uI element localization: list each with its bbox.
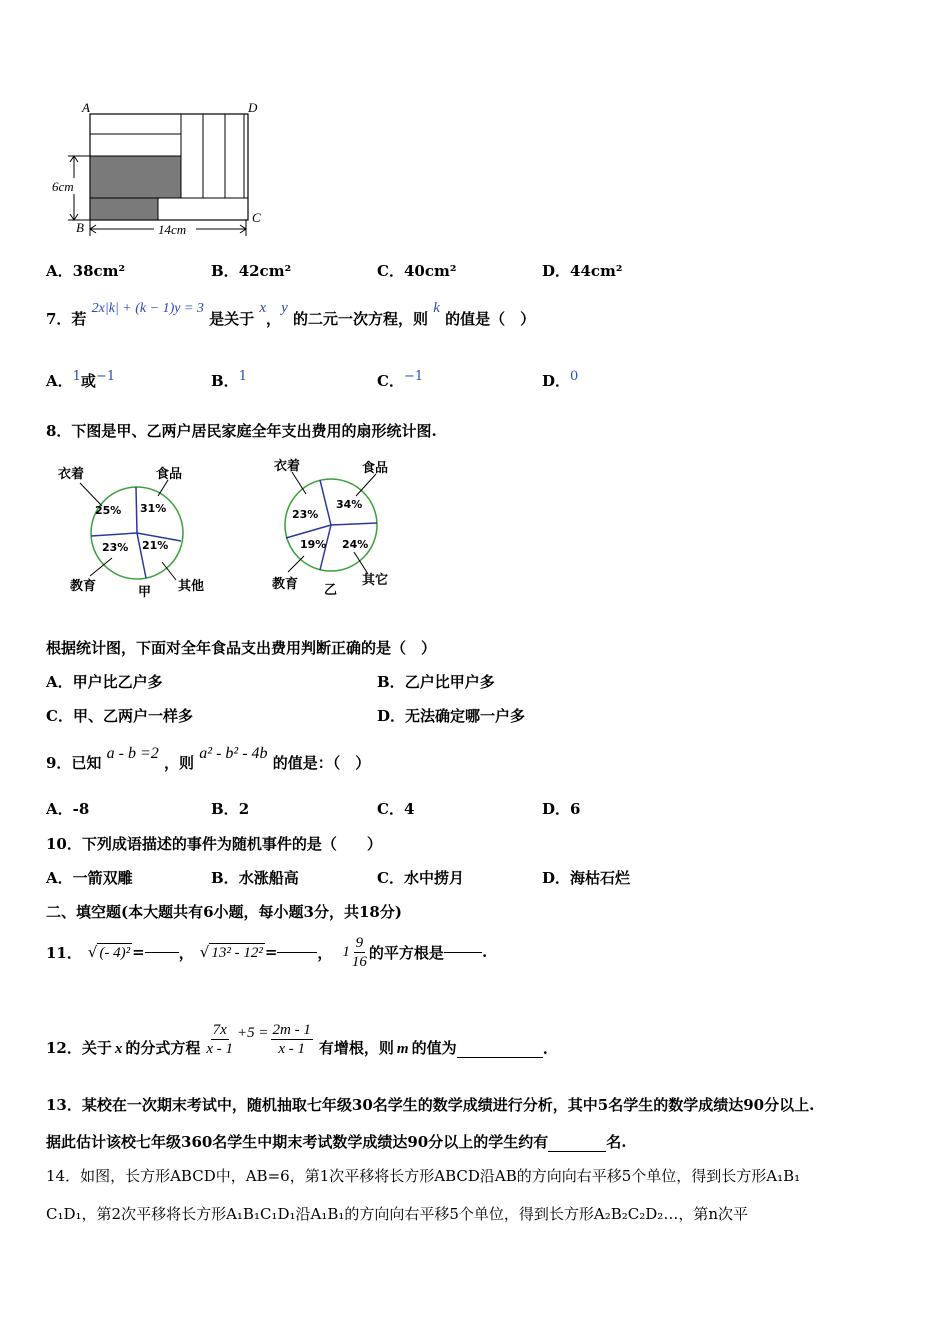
yi-label-food: 食品 bbox=[362, 461, 389, 476]
q13-line-1: 13．某校在一次期末考试中，随机抽取七年级30名学生的数学成绩进行分析，其中5名学生的数学成绩达90分以上. bbox=[46, 1096, 815, 1114]
q10-option-d: D．海枯石烂 bbox=[542, 869, 631, 887]
q10-stem: 10．下列成语描述的事件为随机事件的是（ ） bbox=[46, 835, 382, 853]
q10-option-a: A．一箭双雕 bbox=[46, 869, 133, 887]
yi-value-food: 34% bbox=[336, 498, 363, 511]
q9-expression: a² - b² - 4b bbox=[199, 745, 268, 762]
q13-blank[interactable] bbox=[548, 1151, 606, 1152]
label-14cm: 14cm bbox=[158, 222, 187, 237]
q6-option-b: B．42cm² bbox=[211, 262, 292, 280]
q14-line-2: C₁D₁，第2次平移将长方形A₁B₁C₁D₁沿A₁B₁的方向向右平移5个单位，得到长方形A₂B₂C₂D₂…，第n次平 bbox=[46, 1205, 748, 1223]
q11-stem: 11． √ (- 4)² = ， √ 13² - 12² = ， 1 $\frac{9}{16}$ 的平方根是 . bbox=[46, 934, 488, 970]
label-B: B bbox=[76, 220, 84, 235]
q8-stem: 8．下图是甲、乙两户居民家庭全年支出费用的扇形统计图. bbox=[46, 422, 437, 440]
q8-question: 根据统计图，下面对全年食品支出费用判断正确的是（ ） bbox=[46, 639, 437, 657]
q7-option-c: C．−1 bbox=[377, 369, 424, 390]
label-A: A bbox=[82, 100, 90, 115]
q9-option-a: A．-8 bbox=[46, 800, 90, 818]
jia-label-food: 食品 bbox=[156, 467, 183, 482]
q6-option-d: D．44cm² bbox=[542, 262, 623, 280]
yi-name: 乙 bbox=[324, 583, 338, 598]
yi-label-edu: 教育 bbox=[272, 577, 299, 592]
q8-option-d: D．无法确定哪一户多 bbox=[377, 707, 526, 725]
pie-chart-yi bbox=[268, 452, 448, 602]
jia-value-clothes: 25% bbox=[95, 504, 122, 517]
q8-option-c: C．甲、乙两户一样多 bbox=[46, 707, 193, 725]
jia-value-other: 21% bbox=[142, 539, 169, 552]
q12-fraction-1: $\frac{7x}{x - 1}$ bbox=[206, 1022, 234, 1057]
jia-value-food: 31% bbox=[140, 502, 167, 515]
q9-option-d: D．6 bbox=[542, 800, 581, 818]
q7-equation: 2x|k| + (k − 1)y = 3 bbox=[91, 301, 204, 316]
q7-stem: 7．若 2x|k| + (k − 1)y = 3 是关于 x，y 的二元一次方程，则 k 的值是（ ） bbox=[46, 300, 536, 328]
q10-option-c: C．水中捞月 bbox=[377, 869, 464, 887]
q11-blank-3[interactable] bbox=[444, 952, 482, 953]
q8-option-a: A．甲户比乙户多 bbox=[46, 673, 163, 691]
label-6cm: 6cm bbox=[52, 179, 74, 194]
q10-option-b: B．水涨船高 bbox=[211, 869, 299, 887]
q12-fraction-2: $\frac{2m - 1}{x - 1}$ bbox=[272, 1022, 311, 1057]
yi-value-other: 24% bbox=[342, 538, 369, 551]
jia-name: 甲 bbox=[138, 585, 152, 600]
q14-line-1: 14．如图，长方形ABCD中，AB=6，第1次平移将长方形ABCD沿AB的方向向右平移5个单位，得到长方形A₁B₁ bbox=[46, 1167, 801, 1185]
q11-root-1: (- 4)² bbox=[99, 944, 131, 961]
q9-stem: 9．已知 a - b =2 ，则 a² - b² - 4b 的值是：（ ） bbox=[46, 745, 371, 772]
jia-label-other: 其他 bbox=[178, 579, 205, 594]
jia-label-clothes: 衣着 bbox=[58, 467, 85, 482]
q7-option-d: D．0 bbox=[542, 369, 579, 390]
q11-root-2: 13² - 12² bbox=[211, 944, 263, 961]
yi-label-clothes: 衣着 bbox=[274, 459, 301, 474]
q9-option-b: B．2 bbox=[211, 800, 250, 818]
q12-blank[interactable] bbox=[457, 1057, 543, 1058]
label-C: C bbox=[252, 210, 261, 225]
jia-value-edu: 23% bbox=[102, 541, 129, 554]
label-D: D bbox=[248, 100, 258, 115]
q11-fraction: $\frac{9}{16}$ bbox=[351, 934, 367, 970]
q9-given: a - b =2 bbox=[106, 745, 159, 762]
pie-chart-jia bbox=[50, 458, 230, 608]
q7-option-a: A．1或−1 bbox=[46, 369, 116, 390]
rectangle-figure bbox=[48, 96, 278, 246]
yi-value-edu: 19% bbox=[300, 538, 327, 551]
q6-option-c: C．40cm² bbox=[377, 262, 457, 280]
q12-stem: 12．关于 x 的分式方程 $\frac{7x}{x - 1}$ +5 = $\frac{2m - 1}{x - 1}$ 有增根，则 m 的值为 . bbox=[46, 1022, 548, 1058]
q6-option-a: A．38cm² bbox=[46, 262, 126, 280]
q11-blank-2[interactable] bbox=[277, 952, 317, 953]
q11-blank-1[interactable] bbox=[145, 952, 179, 953]
q13-line-2: 据此估计该校七年级360名学生中期末考试数学成绩达90分以上的学生约有 名. bbox=[46, 1133, 627, 1151]
yi-label-other: 其它 bbox=[362, 573, 389, 588]
q8-option-b: B．乙户比甲户多 bbox=[377, 673, 495, 691]
jia-label-edu: 教育 bbox=[70, 579, 97, 594]
yi-value-clothes: 23% bbox=[292, 508, 319, 521]
q7-option-b: B．1 bbox=[211, 369, 247, 390]
section-2-heading: 二、填空题(本大题共有6小题，每小题3分，共18分) bbox=[46, 903, 402, 921]
q9-option-c: C．4 bbox=[377, 800, 415, 818]
